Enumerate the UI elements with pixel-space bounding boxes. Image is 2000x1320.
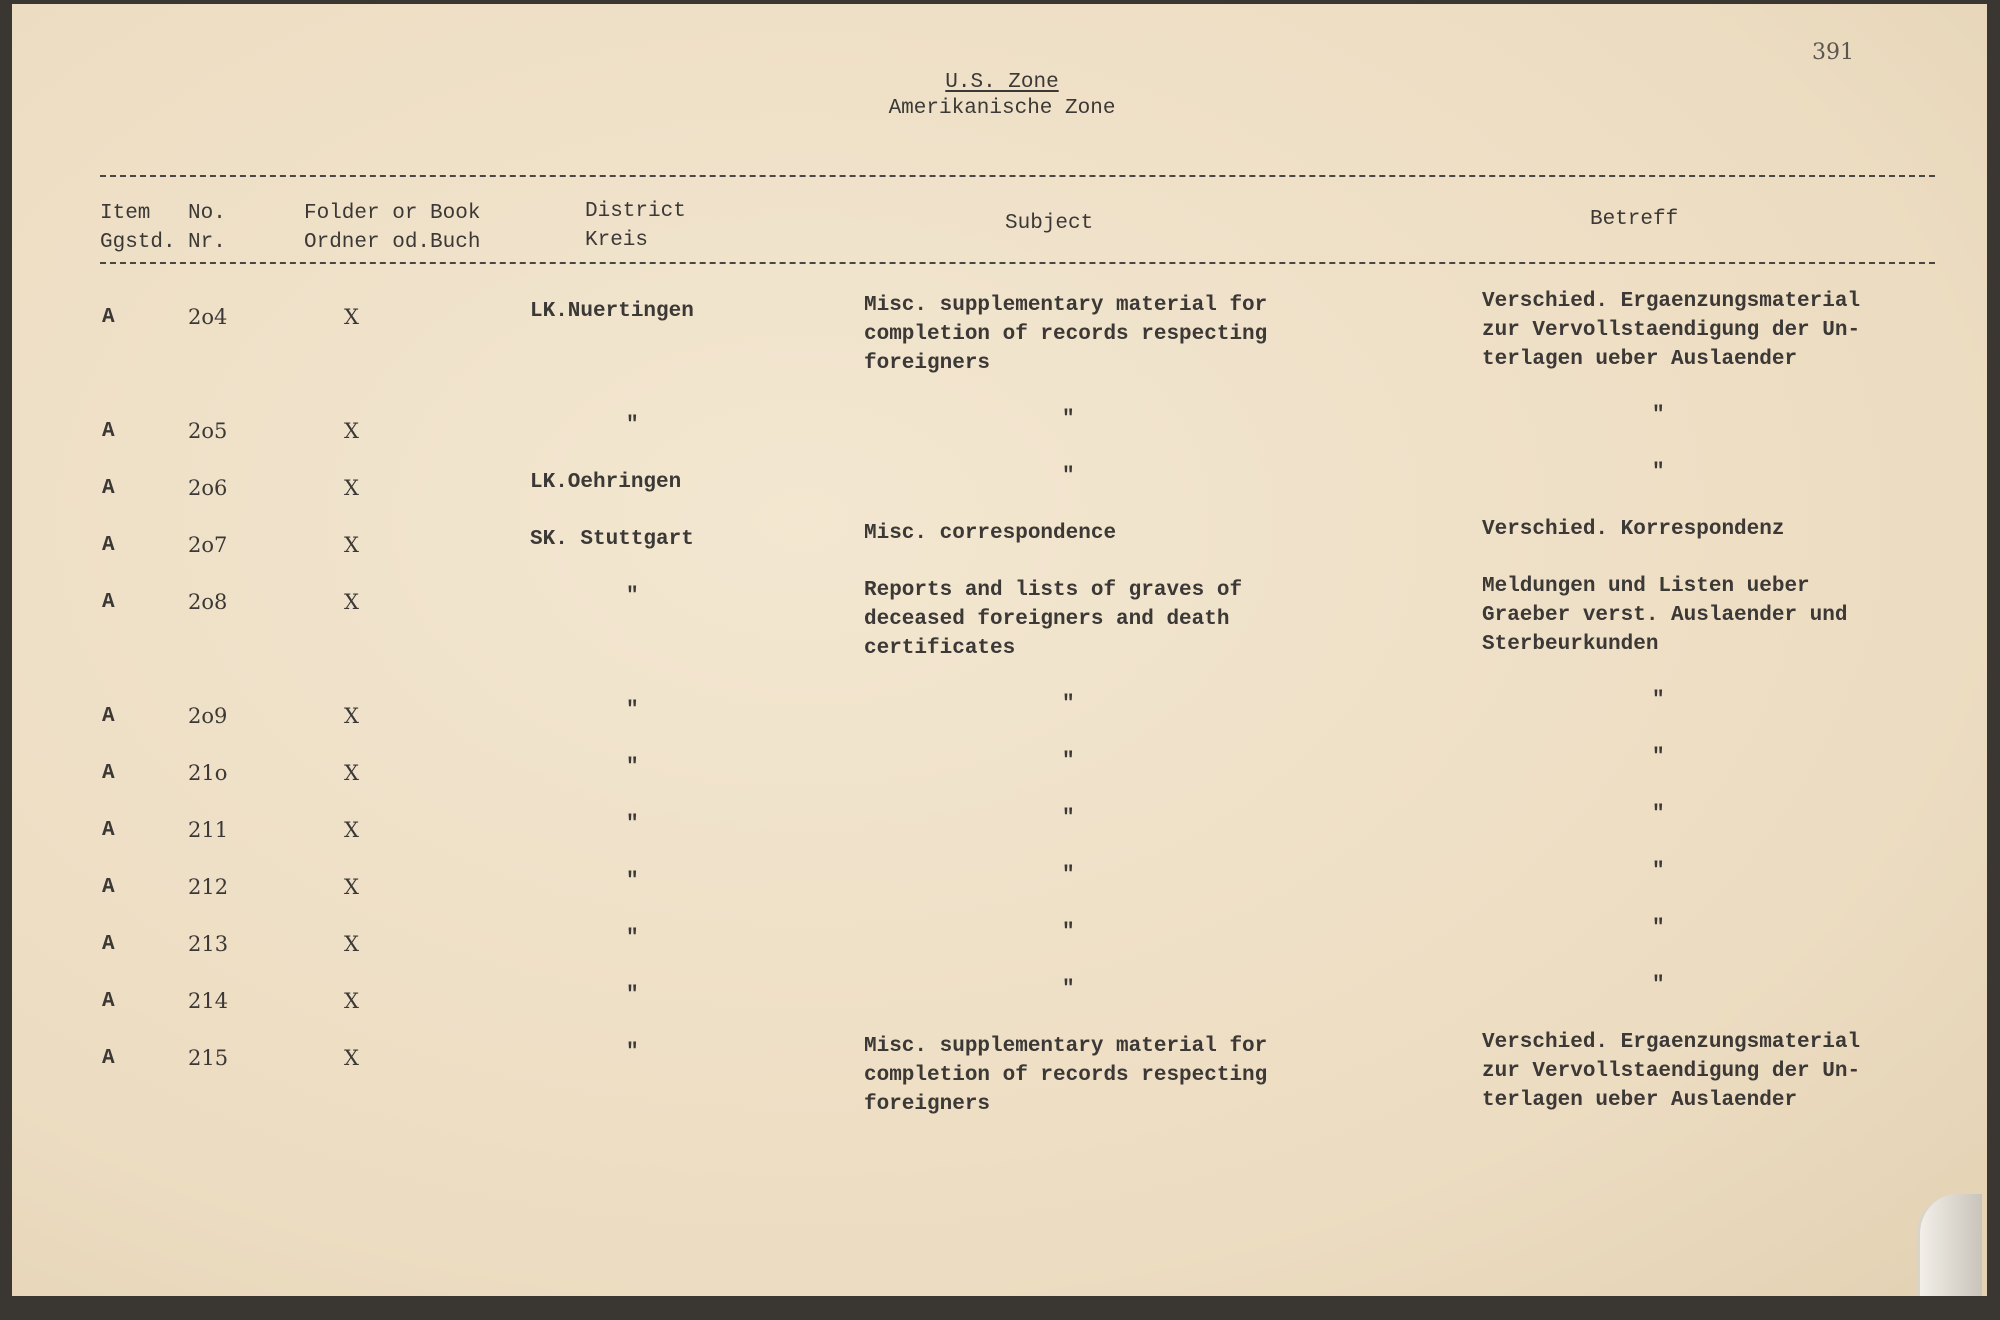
item-cell: A [102, 420, 115, 443]
betreff-cell: " [1652, 404, 1665, 427]
item-cell: A [102, 762, 115, 785]
subject-cell: " [1062, 693, 1075, 716]
header-folder: Folder or Book Ordner od.Buch [304, 202, 481, 254]
subject-cell: Misc. supplementary material for completion of records respecting foreigners [864, 294, 1268, 375]
district-cell: " [626, 927, 639, 950]
item-cell: A [102, 306, 115, 329]
folder-mark-cell: X [344, 989, 359, 1013]
header-district: District Kreis [585, 200, 686, 252]
item-cell: A [102, 990, 115, 1013]
folder-mark-cell: X [344, 590, 359, 614]
betreff-cell: Meldungen und Listen ueber Graeber verst. Auslaender und Sterbeurkunden [1482, 575, 1848, 656]
subject-cell: Misc. correspondence [864, 522, 1117, 545]
number-cell: 212 [188, 875, 229, 899]
item-cell: A [102, 705, 115, 728]
district-cell: SK. Stuttgart [530, 528, 694, 551]
number-cell: 211 [188, 818, 229, 842]
district-cell: " [626, 585, 639, 608]
number-cell: 2o5 [188, 419, 228, 443]
folder-mark-cell: X [344, 533, 359, 557]
header-item: Item Ggstd. [100, 202, 176, 254]
betreff-cell: Verschied. Korrespondenz [1482, 518, 1785, 541]
number-cell: 21o [188, 761, 228, 785]
item-cell: A [102, 477, 115, 500]
zone-title: U.S. Zone [945, 71, 1059, 94]
number-cell: 2o6 [188, 476, 228, 500]
betreff-cell: " [1652, 974, 1665, 997]
district-cell: " [626, 1041, 639, 1064]
subject-cell: Reports and lists of graves of deceased foreigners and death certificates [864, 579, 1243, 660]
subject-cell: " [1062, 465, 1075, 488]
district-cell: " [626, 870, 639, 893]
folder-mark-cell: X [344, 875, 359, 899]
header-top-rule [100, 175, 1935, 177]
folder-mark-cell: X [344, 476, 359, 500]
item-cell: A [102, 1047, 115, 1070]
page-corner-curl [1917, 1194, 1982, 1296]
header-bottom-rule [100, 262, 1935, 264]
subject-cell: " [1062, 408, 1075, 431]
district-cell: " [626, 699, 639, 722]
district-cell: " [626, 813, 639, 836]
betreff-cell: " [1652, 803, 1665, 826]
betreff-cell: Verschied. Ergaenzungsmaterial zur Vervollstaendigung der Un- terlagen ueber Auslaender [1482, 290, 1861, 371]
header-betreff: Betreff [1590, 208, 1679, 231]
subject-cell: " [1062, 864, 1075, 887]
item-cell: A [102, 819, 115, 842]
folder-mark-cell: X [344, 818, 359, 842]
betreff-cell: " [1652, 689, 1665, 712]
zone-subtitle: Amerikanische Zone [888, 97, 1116, 120]
subject-cell: " [1062, 921, 1075, 944]
folder-mark-cell: X [344, 932, 359, 956]
item-cell: A [102, 933, 115, 956]
header-subject: Subject [1005, 212, 1094, 235]
subject-cell: Misc. supplementary material for completion of records respecting foreigners [864, 1035, 1268, 1116]
number-cell: 2o9 [188, 704, 228, 728]
number-cell: 2o4 [188, 305, 228, 329]
folder-mark-cell: X [344, 761, 359, 785]
district-cell: " [626, 984, 639, 1007]
subject-cell: " [1062, 978, 1075, 1001]
title-block [812, 70, 1192, 122]
folder-mark-cell: X [344, 305, 359, 329]
folder-mark-cell: X [344, 419, 359, 443]
subject-cell: " [1062, 750, 1075, 773]
page-number: 391 [1812, 40, 1854, 65]
district-cell: LK.Nuertingen [530, 300, 694, 323]
folder-mark-cell: X [344, 704, 359, 728]
number-cell: 2o8 [188, 590, 228, 614]
number-cell: 214 [188, 989, 229, 1013]
number-cell: 215 [188, 1046, 229, 1070]
district-cell: " [626, 414, 639, 437]
folder-mark-cell: X [344, 1046, 359, 1070]
item-cell: A [102, 876, 115, 899]
subject-cell: " [1062, 807, 1075, 830]
number-cell: 2o7 [188, 533, 228, 557]
betreff-cell: " [1652, 860, 1665, 883]
header-no: No. Nr. [188, 202, 226, 254]
item-cell: A [102, 534, 115, 557]
district-cell: " [626, 756, 639, 779]
betreff-cell: Verschied. Ergaenzungsmaterial zur Vervollstaendigung der Un- terlagen ueber Auslaender [1482, 1031, 1861, 1112]
document-page [12, 4, 1987, 1296]
number-cell: 213 [188, 932, 229, 956]
betreff-cell: " [1652, 746, 1665, 769]
item-cell: A [102, 591, 115, 614]
district-cell: LK.Oehringen [530, 471, 682, 494]
betreff-cell: " [1652, 461, 1665, 484]
betreff-cell: " [1652, 917, 1665, 940]
